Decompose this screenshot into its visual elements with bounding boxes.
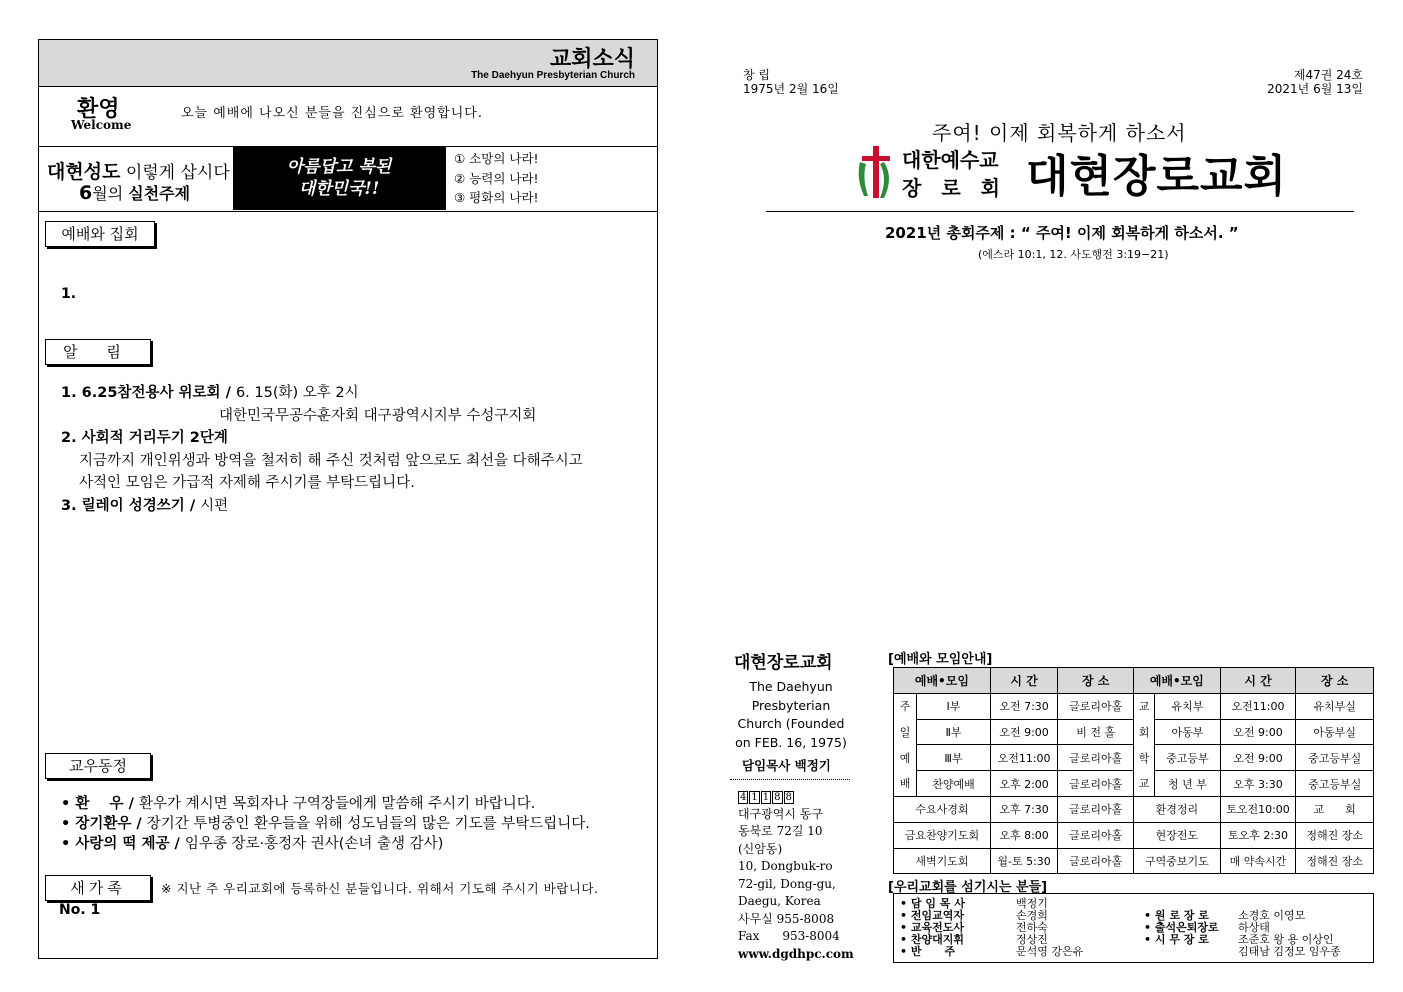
- address-line: 동북로 72길 10: [738, 824, 823, 838]
- schedule-row: [894, 771, 1374, 797]
- event-time: 월-토 5:30: [990, 848, 1058, 874]
- event-time: 오전 9:00: [990, 719, 1058, 745]
- address-line: 72-gil, Dong-gu,: [738, 876, 836, 891]
- event-time: 오후 3:30: [1220, 771, 1296, 797]
- church-news-page: [38, 39, 658, 959]
- notice-number: 3.: [61, 497, 82, 514]
- notice-section-label: 알 림: [45, 339, 151, 365]
- col-header: 시 간: [990, 668, 1058, 694]
- theme-month-rest: 월의: [92, 184, 129, 203]
- event-time: 오후 8:00: [990, 822, 1058, 848]
- motto: 주여! 이제 회복하게 하소서: [932, 121, 1187, 145]
- staff-name: 소경호 이영모: [1238, 909, 1306, 922]
- event-place: 글로리아홀: [1058, 848, 1134, 874]
- group-label: 회: [1133, 719, 1154, 745]
- schedule-row: [894, 848, 1374, 874]
- notice-item: [61, 382, 656, 405]
- theme-practice: 실천주제: [128, 184, 191, 203]
- staff-name: 김태남 김정모 임우종: [1238, 945, 1341, 958]
- phone: 사무실 955-8008: [738, 911, 835, 926]
- event-name: Ⅲ부: [917, 745, 991, 771]
- staff-name: 정상진: [1016, 933, 1048, 946]
- zip-digit: 1: [762, 792, 770, 803]
- event-name: 금요찬양기도회: [894, 822, 991, 848]
- schedule-header-row: [894, 668, 1374, 694]
- postal-code: [738, 788, 854, 806]
- staff-role: • 출석은퇴장로: [1144, 921, 1219, 934]
- goal-item: ① 소망의 나라!: [454, 151, 539, 166]
- address-line: 10, Dongbuk-ro: [738, 859, 833, 873]
- schedule-row: [894, 693, 1374, 719]
- group-label: 배: [894, 771, 917, 797]
- news-text: 환우가 계시면 목회자나 구역장들에게 말씀해 주시기 바랍니다.: [138, 796, 536, 812]
- cross-logo-icon: [854, 144, 898, 200]
- theme-month-num: 6: [79, 182, 93, 204]
- group-label: 일: [894, 719, 917, 745]
- staff-title: [우리교회를 섬기시는 분들]: [888, 880, 1048, 895]
- goal-item: ② 능력의 나라!: [454, 170, 539, 186]
- event-place: 글로리아홀: [1058, 745, 1134, 771]
- col-header: 장 소: [1296, 668, 1374, 694]
- senior-pastor: 담임목사 백정기: [742, 758, 831, 773]
- staff-names-right: [1238, 910, 1341, 958]
- col-header: 시 간: [1220, 668, 1296, 694]
- group-label: 예: [894, 745, 917, 771]
- event-place: 유치부실: [1296, 693, 1374, 719]
- event-place: 중고등부실: [1296, 771, 1374, 797]
- event-name: 청 년 부: [1155, 771, 1221, 797]
- staff-role: • 찬양대지휘: [900, 933, 964, 946]
- theme-line-2: [79, 181, 190, 204]
- news-item: [61, 834, 590, 854]
- goal-item: ③ 평화의 나라!: [454, 190, 539, 205]
- fax: Fax 953-8004: [738, 929, 840, 943]
- notice-title: 사회적 거리두기 2단계: [81, 430, 228, 446]
- bullet: •: [61, 796, 76, 812]
- schedule-title: [예배와 모임안내]: [888, 652, 993, 667]
- schedule-row: [894, 796, 1374, 822]
- slogan-line-1: 아름답고 복된: [286, 157, 392, 177]
- denomination-line-2: 장로회: [902, 176, 1020, 200]
- staff-role: • 담 임 목 사: [900, 897, 965, 910]
- theme-line-1: [47, 157, 230, 184]
- event-place: 글로리아홀: [1058, 796, 1134, 822]
- denomination-line-1: 대한예수교: [902, 148, 999, 172]
- event-place: 정해진 장소: [1296, 822, 1374, 848]
- address-block: [738, 788, 854, 963]
- established-date: 1975년 2월 16일: [743, 82, 839, 96]
- schedule-row: [894, 719, 1374, 745]
- new-family-label: 새가족: [45, 875, 151, 901]
- staff-roles-right: [1144, 910, 1219, 946]
- divider: [766, 211, 1354, 212]
- notice-title: 릴레이 성경쓰기: [81, 497, 185, 514]
- event-name: 새벽기도회: [894, 848, 991, 874]
- event-time: 오후 7:30: [990, 796, 1058, 822]
- event-name: 중고등부: [1155, 745, 1221, 771]
- notice-separator: /: [184, 497, 201, 514]
- goals-list: [445, 147, 657, 210]
- slogan-line-2: 대한민국!!: [298, 179, 380, 199]
- staff-role: • 반 주: [900, 945, 956, 958]
- event-name: 찬양예배: [917, 771, 991, 797]
- staff-roles-left: [900, 898, 965, 958]
- zip-digit: 1: [751, 792, 758, 803]
- col-header: 장 소: [1058, 668, 1134, 694]
- staff-name: 백정기: [1016, 897, 1048, 910]
- theme-bold: 대현성도: [47, 161, 121, 183]
- col-header: 예배•모임: [1133, 668, 1220, 694]
- notice-title: 6.25참전용사 위로회: [81, 385, 221, 401]
- staff-role: • 원 로 장 로: [1144, 909, 1209, 922]
- staff-name: 조준호 왕 용 이상인: [1238, 933, 1334, 946]
- address-line: (신암동): [738, 841, 783, 856]
- notice-body-line: 지금까지 개인위생과 방역을 철저히 해 주신 것처럼 앞으로도 최선을 다해주시고: [79, 452, 583, 469]
- church-name-title: 대현장로교회: [1026, 151, 1288, 202]
- news-text: 임우종 장로·홍정자 권사(손녀 출생 감사): [184, 836, 444, 852]
- scripture-reference: (에스라 10:1, 12. 사도행전 3:19−21): [978, 248, 1169, 261]
- staff-name: 손경희: [1016, 909, 1048, 922]
- event-name: 수요사경회: [894, 796, 991, 822]
- general-assembly-theme: 2021년 총회주제 : “ 주여! 이제 회복하게 하소서. ”: [885, 224, 1239, 242]
- event-place: 아동부실: [1296, 719, 1374, 745]
- bullet: •: [61, 816, 76, 832]
- schedule-row: [894, 745, 1374, 771]
- event-name: Ⅰ부: [917, 693, 991, 719]
- established-label: 창 립: [743, 68, 770, 82]
- welcome-heading-en: Welcome: [71, 118, 132, 132]
- worship-item: 1.: [61, 286, 77, 302]
- news-item: [61, 794, 590, 814]
- notice-separator: /: [220, 385, 236, 401]
- event-time: 오전 7:30: [990, 693, 1058, 719]
- welcome-heading: 환영: [77, 97, 120, 122]
- staff-role: • 시 무 장 로: [1144, 933, 1209, 946]
- event-time: 토오후 2:30: [1220, 822, 1296, 848]
- page-header: [39, 40, 657, 87]
- address-line: 대구광역시 동구: [738, 806, 823, 821]
- address-line: Daegu, Korea: [738, 894, 821, 908]
- member-news-list: [61, 794, 590, 854]
- event-place: 교 회: [1296, 796, 1374, 822]
- staff-name: 전하숙: [1016, 921, 1048, 934]
- notice-body-line: 사적인 모임은 가급적 자제해 주시기를 부탁드립니다.: [79, 475, 415, 491]
- event-time: 토오전10:00: [1220, 796, 1296, 822]
- event-time: 매 약속시간: [1220, 848, 1296, 874]
- worship-section-label: 예배와 집회: [45, 221, 155, 247]
- notice-number: 1.: [61, 385, 82, 401]
- website-link[interactable]: www.dgdhpc.com: [738, 946, 854, 961]
- volume-number: 제47권 24호: [1293, 68, 1363, 82]
- staff-box: [893, 893, 1374, 963]
- event-place: 글로리아홀: [1058, 822, 1134, 848]
- news-separator: /: [131, 816, 147, 832]
- schedule-row: [894, 822, 1374, 848]
- event-name: 구역중보기도: [1133, 848, 1220, 874]
- welcome-message: 오늘 예배에 나오신 분들을 진심으로 환영합니다.: [181, 106, 483, 121]
- notice-list: [61, 382, 656, 517]
- event-place: 중고등부실: [1296, 745, 1374, 771]
- news-separator: /: [169, 836, 185, 852]
- group-label: 교: [1133, 771, 1154, 797]
- news-title: 환 우: [75, 796, 124, 812]
- zip-digit: 8: [785, 792, 792, 803]
- event-name: 현장전도: [1133, 822, 1220, 848]
- page-title: 교회소식: [549, 47, 635, 72]
- monthly-theme: [39, 147, 657, 212]
- notice-subline: 대한민국무공수훈자회 대구광역시지부 수성구지회: [219, 407, 537, 424]
- notice-detail: 시편: [200, 497, 229, 514]
- church-english-name: The Daehyun Presbyterian Church (Founded on FEB. 16, 1975): [735, 679, 847, 750]
- staff-role: • 교육전도사: [900, 921, 964, 934]
- col-header: 예배•모임: [894, 668, 991, 694]
- slogan-box: [233, 147, 445, 210]
- church-name: 대현장로교회: [734, 653, 833, 673]
- event-place: 글로리아홀: [1058, 771, 1134, 797]
- staff-name: 문석영 강은유: [1016, 945, 1084, 958]
- zip-digit: 4: [740, 792, 747, 803]
- notice-number: 2.: [61, 430, 82, 446]
- event-name: Ⅱ부: [917, 719, 991, 745]
- group-label: 주: [894, 693, 917, 719]
- news-separator: /: [123, 796, 139, 812]
- news-title: 사랑의 떡 제공: [75, 836, 170, 852]
- staff-name: 하상태: [1238, 921, 1270, 934]
- event-time: 오전11:00: [1220, 693, 1296, 719]
- event-name: 아동부: [1155, 719, 1221, 745]
- event-time: 오전11:00: [990, 745, 1058, 771]
- event-place: 비 전 홀: [1058, 719, 1134, 745]
- group-label: 교: [1133, 693, 1154, 719]
- notice-item: [61, 495, 656, 518]
- news-title: 장기환우: [75, 816, 132, 832]
- new-family-note: ※ 지난 주 우리교회에 등록하신 분들입니다. 위해서 기도해 주시기 바랍니다.: [161, 881, 599, 896]
- event-name: 유치부: [1155, 693, 1221, 719]
- event-time: 오후 2:00: [990, 771, 1058, 797]
- notice-item: [61, 427, 656, 450]
- news-item: [61, 814, 590, 834]
- news-text: 장기간 투병중인 환우들을 위해 성도님들의 많은 기도를 부탁드립니다.: [146, 816, 590, 832]
- issue-date: 2021년 6월 13일: [1267, 82, 1363, 96]
- event-time: 오전 9:00: [1220, 719, 1296, 745]
- divider: [730, 779, 850, 780]
- bullet: •: [61, 836, 76, 852]
- page-subtitle: The Daehyun Presbyterian Church: [471, 70, 635, 81]
- staff-role: • 전임교역자: [900, 909, 964, 922]
- event-place: 정해진 장소: [1296, 848, 1374, 874]
- notice-detail: 6. 15(화) 오후 2시: [235, 385, 359, 401]
- group-label: 학: [1133, 745, 1154, 771]
- new-family-number: No. 1: [59, 902, 101, 918]
- zip-digit: 8: [774, 792, 781, 803]
- theme-rest: 이렇게 삽시다: [120, 163, 230, 183]
- event-name: 환경정리: [1133, 796, 1220, 822]
- event-place: 글로리아홀: [1058, 693, 1134, 719]
- event-time: 오전 9:00: [1220, 745, 1296, 771]
- schedule-table: [893, 667, 1374, 874]
- welcome-section: [39, 86, 657, 147]
- staff-names-left: [1016, 898, 1083, 958]
- member-news-label: 교우동정: [45, 753, 151, 779]
